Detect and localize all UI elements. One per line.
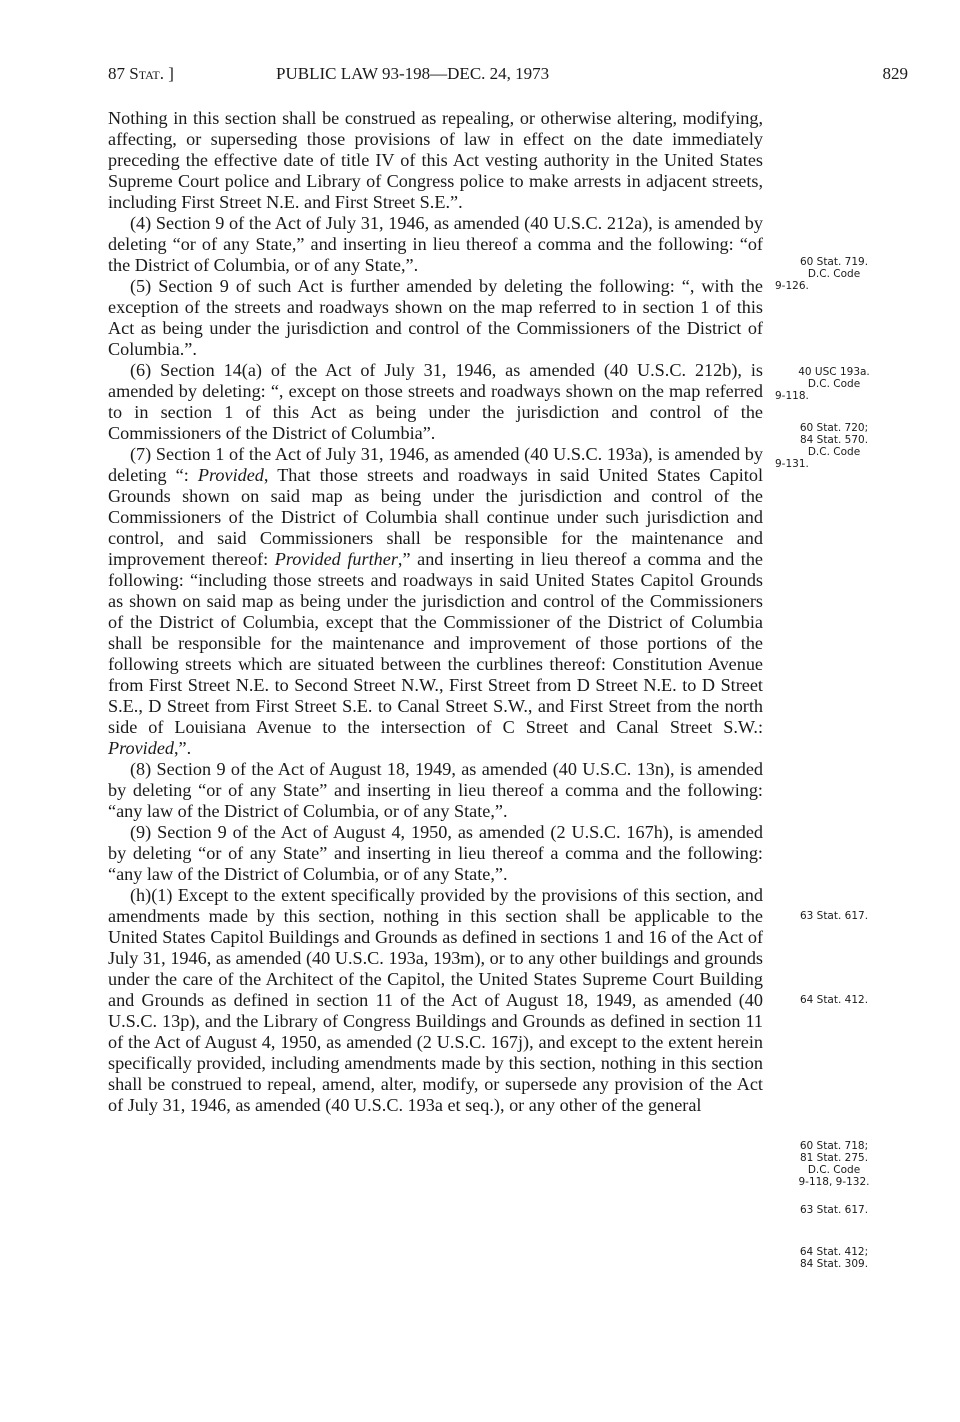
p7-part-a: (7) Section 1 of the Act of July 31, 1946, as amended (40 U.S.C. 193a), is amended by deleting “: — [108, 444, 763, 485]
margin-note-7 — [775, 1204, 893, 1216]
p7-part-d: ,”. — [174, 738, 192, 758]
note-line: 9-118. — [775, 390, 809, 402]
note-line: 9-126. — [775, 280, 809, 292]
paragraph-continuation: Nothing in this section shall be construed as repealing, or otherwise altering, modifying, affecting, or superseding those provisions of law in effect on the date immediately preceding the effective date of title IV of this Act vesting authority in the United States Supreme Court police and Library of Congress police to make arrests in adjacent streets, including First Street N.E. and First Street S.E.”. — [108, 108, 763, 212]
paragraph-6: (6) Section 14(a) of the Act of July 31, 1946, as amended (40 U.S.C. 212b), is amended by deleting: “, except on those streets and roadways shown on the map referred to in section 1 of this Act as being under the jurisdiction and control of the Commissioners of the District of Columbia”. — [108, 360, 763, 443]
note-line: 60 Stat. 719. — [799, 256, 869, 268]
p7-part-b: , That those streets and roadways in said United States Capitol Grounds shown on said map as being under the jurisdiction and control of the Commissioners of the District of Columbia shall continue under such jurisdiction and control, and said Commissioners shall be responsible for the maintenance and improvement thereof: — [108, 465, 764, 569]
note-line: 40 USC 193a. — [798, 366, 870, 378]
margin-note-1 — [775, 256, 893, 292]
paragraph-9: (9) Section 9 of the Act of August 4, 1950, as amended (2 U.S.C. 167h), is amended by deleting “or of any State” and inserting in lieu thereof a comma and the following: “any law of the District of Columbia, or of any State,”. — [108, 822, 763, 884]
margin-note-3 — [775, 422, 893, 470]
note-line: 81 Stat. 275. — [799, 1152, 869, 1164]
note-line: 9-131. — [775, 458, 809, 470]
p7-part-c: ,” and inserting in lieu thereof a comma and the following: “including those streets and roadways in said United States Capitol Grounds as shown on said map as being under the jurisdiction and control of the Commissioners of the District of Columbia, except that the Commissioner of the District of Columbia shall be responsible for the maintenance and improvement of those portions of the following streets which are situated between the curblines thereof: Constitution Avenue from First Street N.E. to Second Street N.W., First Street from D Street N.E. to D Street S.E., D Street from First Street S.E. to Canal Street S.W., and First Street from the north side of Louisiana Avenue to the intersection of C Street and Canal Street S.W.: — [108, 549, 764, 737]
note-line: D.C. Code — [807, 378, 861, 390]
note-line: 84 Stat. 570. — [799, 434, 869, 446]
note-line: D.C. Code — [807, 1164, 861, 1176]
paragraph-8: (8) Section 9 of the Act of August 18, 1949, as amended (40 U.S.C. 13n), is amended by deleting “or of any State” and inserting in lieu thereof a comma and the following: “any law of the District of Columbia, or of any State,”. — [108, 759, 763, 821]
note-line: 64 Stat. 412. — [799, 994, 869, 1006]
statute-volume: 87 Stat. ] — [108, 64, 174, 83]
margin-note-4 — [775, 910, 893, 922]
margin-note-6 — [775, 1140, 893, 1188]
page-header — [108, 64, 908, 88]
note-line: D.C. Code — [807, 446, 861, 458]
margin-note-8 — [775, 1246, 893, 1270]
p7-provided-end: Provided — [108, 738, 174, 758]
p7-provided-further: Provided further — [274, 549, 398, 569]
p7-provided: Provided — [197, 465, 264, 485]
note-line: 63 Stat. 617. — [799, 1204, 869, 1216]
note-line: 63 Stat. 617. — [799, 910, 869, 922]
note-line: 9-118, 9-132. — [798, 1176, 870, 1188]
note-line: 60 Stat. 718; — [799, 1140, 869, 1152]
paragraph-h1: (h)(1) Except to the extent specifically provided by the provisions of this section, and amendments made by this section, nothing in this section shall be applicable to the United States Capitol Buildings and Grounds as defined in sections 1 and 16 of the Act of July 31, 1946, as amended (40 U.S.C. 193a, 193m), or to any other buildings and grounds under the care of the Architect of the Capitol, the United States Supreme Court Building and Grounds as defined in section 11 of the Act of August 18, 1949, as amended (40 U.S.C. 13p), and the Library of Congress Buildings and Grounds as defined in section 11 of the Act of August 4, 1950, as amended (2 U.S.C. 167j), and except to the extent herein specifically provided, including amendments made by this section, nothing in this section shall be construed to repeal, amend, alter, modify, or supersede any provision of the Act of July 31, 1946, as amended (40 U.S.C. 193a et seq.), or any other of the general — [108, 885, 763, 1115]
page-number: 829 — [882, 64, 908, 83]
paragraph-7 — [108, 444, 763, 759]
note-line: 60 Stat. 720; — [799, 422, 869, 434]
note-line: D.C. Code — [807, 268, 861, 280]
margin-note-2 — [775, 366, 893, 402]
paragraph-4: (4) Section 9 of the Act of July 31, 1946, as amended (40 U.S.C. 212a), is amended by deleting “or of any State,” and inserting in lieu thereof a comma and the following: “of the District of Columbia, or of any State,”. — [108, 213, 763, 275]
paragraph-5: (5) Section 9 of such Act is further amended by deleting the following: “, with the exception of the streets and roadways shown on the map referred to in section 1 of this Act as being under the jurisdiction and control of the Commissioners of the District of Columbia.”. — [108, 276, 763, 359]
note-line: 84 Stat. 309. — [799, 1258, 869, 1270]
main-text — [108, 108, 763, 1116]
margin-note-5 — [775, 994, 893, 1006]
note-line: 64 Stat. 412; — [799, 1246, 869, 1258]
page-title: PUBLIC LAW 93-198—DEC. 24, 1973 — [276, 64, 550, 83]
